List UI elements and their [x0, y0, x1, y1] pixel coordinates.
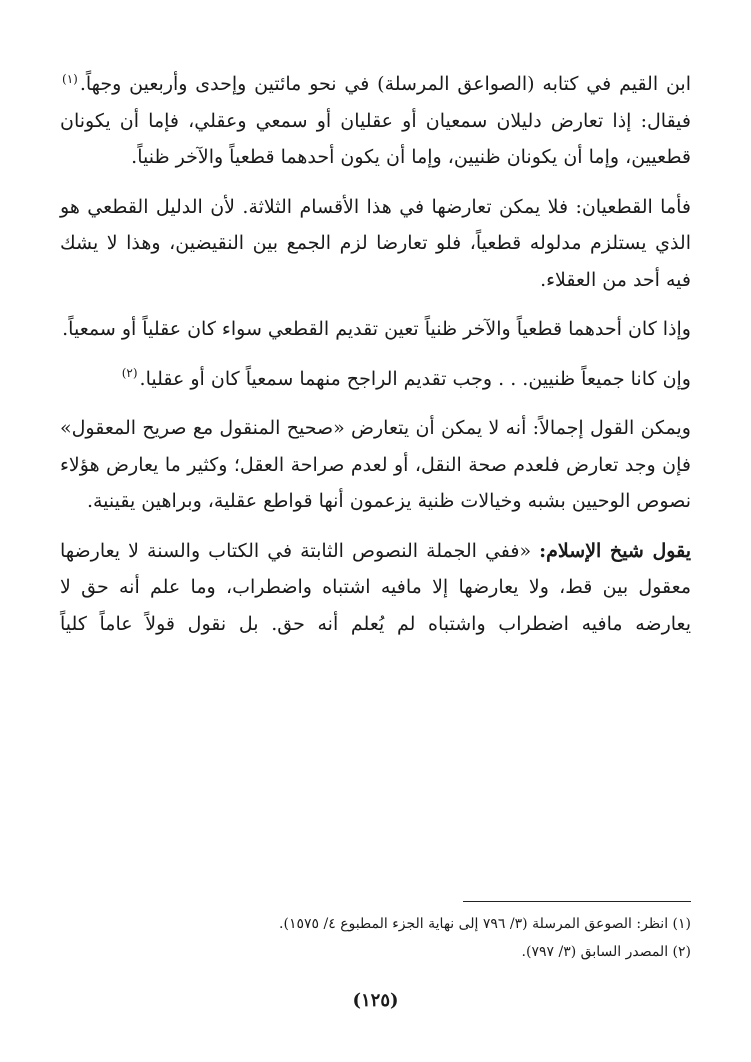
paragraph-3: وإذا كان أحدهما قطعياً والآخر ظنياً تعين تقديم القطعي سواء كان عقلياً أو سمعياً.: [62, 318, 691, 340]
paragraph-1-text-start: ابن القيم في كتابه (الصواعق المرسلة) في نحو مائتين وإحدى وأربعين وجهاً.: [79, 73, 691, 95]
footnote-2: (٢) المصدر السابق (٣/ ٧٩٧).: [521, 944, 691, 960]
footnotes: [60, 910, 691, 966]
page-number: (١٢٥): [352, 990, 399, 1011]
footnote-ref-1: (١): [62, 71, 78, 86]
paragraph-6-lead: يقول شيخ الإسلام:: [539, 539, 691, 562]
body-text: [60, 66, 691, 642]
footnote-ref-2: (٢): [121, 366, 138, 381]
paragraph-6-text: «ففي الجملة النصوص الثابتة في الكتاب والسنة لا يعارضها معقول بين قط، ولا يعارضها إلا مافيه اشتباه واضطراب، وما علم أنه حق لا يعارضه مافيه اضطراب واشتباه لم يُعلم أنه حق. بل نقول قولاً عاماً كلياً: [60, 539, 691, 635]
footnote-divider: [463, 901, 691, 902]
paragraph-4: [60, 361, 691, 398]
paragraph-1-text-end: فيقال: إذا تعارض دليلان سمعيان أو عقليان أو سمعي وعقلي، فإما أن يكونان قطعيين، وإما أن يكونان ظنيين، وإما أن يكون أحدهما قطعياً والآخر ظنياً.: [60, 109, 691, 168]
paragraph-5: ويمكن القول إجمالاً: أنه لا يمكن أن يتعارض «صحيح المنقول مع صريح المعقول» فإن وجد تعارض فلعدم صحة النقل، أو لعدم صراحة العقل؛ وكثير ما يعارض هؤلاء نصوص الوحيين بشبه وخيالات ظنية يزعمون أنها قواطع عقلية، وبراهين يقينية.: [60, 417, 691, 512]
paragraph-4-text: وإن كانا جميعاً ظنيين. . . وجب تقديم الراجح منهما سمعياً كان أو عقليا.: [139, 367, 691, 390]
paragraph-6: [60, 533, 691, 643]
footnote-1: (١) انظر: الصوعق المرسلة (٣/ ٧٩٦ إلى نهاية الجزء المطبوع ٤/ ١٥٧٥).: [279, 916, 691, 932]
paragraph-2: فأما القطعيان: فلا يمكن تعارضها في هذا الأقسام الثلاثة. لأن الدليل القطعي هو الذي يستلزم مدلوله قطعياً، فلو تعارضا لزم الجمع بين النقيضين، وهذا لا يشك فيه أحد من العقلاء.: [60, 195, 691, 291]
paragraph-1: [60, 66, 691, 176]
